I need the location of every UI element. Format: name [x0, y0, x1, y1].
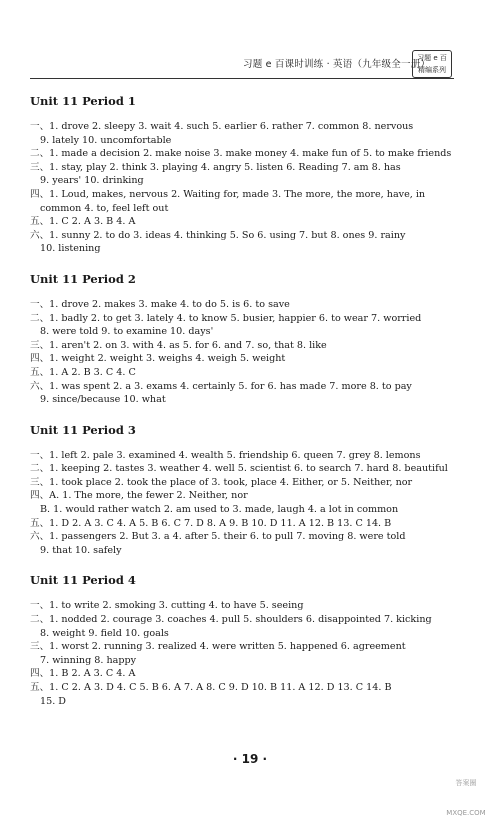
series-title: 习题 e 百课时训练 · 英语（九年级全一册）: [243, 59, 431, 70]
answer-line: 9. since/because 10. what: [40, 394, 166, 406]
unit-section: [30, 272, 460, 407]
answer-line: 四、1. B 2. A 3. C 4. A: [30, 668, 136, 680]
unit-section: [30, 573, 460, 708]
series-logo-badge: [412, 50, 452, 78]
badge-line-1: 习题 e 百: [417, 54, 447, 62]
answer-line: 15. D: [40, 695, 66, 707]
watermark-logo: 答案圈 MXQE.COM: [446, 779, 486, 817]
unit-section: [30, 94, 460, 256]
unit-title: Unit 11 Period 4: [30, 573, 136, 588]
answer-line: 二、1. made a decision 2. make noise 3. make money 4. make fun of 5. to make friends: [30, 148, 452, 160]
answer-line: 二、1. keeping 2. tastes 3. weather 4. well 5. scientist 6. to search 7. hard 8. beautiful: [30, 463, 448, 475]
unit-title: Unit 11 Period 3: [30, 422, 136, 437]
answer-line: 一、1. left 2. pale 3. examined 4. wealth 5. friendship 6. queen 7. grey 8. lemons: [30, 449, 421, 461]
answer-line: 六、1. passengers 2. But 3. a 4. after 5. their 6. to pull 7. moving 8. were told: [30, 531, 406, 543]
answer-line: 9. years' 10. drinking: [40, 175, 144, 187]
answer-line: 四、1. Loud, makes, nervous 2. Waiting for, made 3. The more, the more, have, in: [30, 188, 426, 200]
answer-line: 一、1. drove 2. makes 3. make 4. to do 5. is 6. to save: [30, 298, 290, 310]
answer-line: 二、1. nodded 2. courage 3. coaches 4. pull 5. shoulders 6. disappointed 7. kicking: [30, 614, 432, 626]
page-header: [0, 0, 500, 108]
answer-line: 8. weight 9. field 10. goals: [40, 627, 169, 639]
answer-line: 一、1. drove 2. sleepy 3. wait 4. such 5. earlier 6. rather 7. common 8. nervous: [30, 121, 414, 132]
answer-line: 7. winning 8. happy: [40, 654, 137, 666]
answer-line: 六、1. sunny 2. to do 3. ideas 4. thinking 5. So 6. using 7. but 8. ones 9. rainy: [30, 229, 406, 241]
unit-title: Unit 11 Period 1: [30, 94, 136, 108]
answer-line: 二、1. badly 2. to get 3. lately 4. to know 5. busier, happier 6. to wear 7. worried: [30, 312, 422, 324]
answer-line: 四、A. 1. The more, the fewer 2. Neither, nor: [30, 490, 248, 502]
answer-line: 9. that 10. safely: [40, 544, 122, 556]
answer-line: 三、1. worst 2. running 3. realized 4. were written 5. happened 6. agreement: [30, 641, 406, 653]
answer-line: 三、1. took place 2. took the place of 3. took, place 4. Either, or 5. Neither, nor: [30, 476, 413, 488]
badge-line-2: 精编系列: [418, 66, 446, 74]
page-number: · 19 ·: [232, 752, 268, 766]
unit-section: [30, 423, 460, 558]
answer-line: common 4. to, feel left out: [40, 202, 169, 214]
answer-line: 四、1. weight 2. weight 3. weighs 4. weigh 5. weight: [30, 353, 286, 365]
header-divider: [30, 78, 454, 79]
unit-title: Unit 11 Period 2: [30, 271, 136, 286]
answer-line: 一、1. to write 2. smoking 3. cutting 4. to have 5. seeing: [30, 600, 304, 612]
answer-line: 五、1. A 2. B 3. C 4. C: [30, 366, 136, 378]
answer-line: B. 1. would rather watch 2. am used to 3. made, laugh 4. a lot in common: [40, 504, 399, 516]
answer-line: 三、1. aren't 2. on 3. with 4. as 5. for 6. and 7. so, that 8. like: [30, 339, 327, 351]
answer-line: 六、1. was spent 2. a 3. exams 4. certainly 5. for 6. has made 7. more 8. to pay: [30, 380, 412, 392]
answer-line: 三、1. stay, play 2. think 3. playing 4. angry 5. listen 6. Reading 7. am 8. has: [30, 161, 401, 173]
answer-line: 五、1. C 2. A 3. B 4. A: [30, 216, 136, 228]
answer-key-content: [30, 94, 460, 724]
answer-line: 五、1. D 2. A 3. C 4. A 5. B 6. C 7. D 8. A 9. B 10. D 11. A 12. B 13. C 14. B: [30, 517, 392, 529]
answer-line: 9. lately 10. uncomfortable: [40, 134, 172, 146]
answer-line: 五、1. C 2. A 3. D 4. C 5. B 6. A 7. A 8. C 9. D 10. B 11. A 12. D 13. C 14. B: [30, 682, 392, 693]
answer-line: 10. listening: [40, 243, 101, 255]
answer-line: 8. were told 9. to examine 10. days': [40, 326, 214, 338]
